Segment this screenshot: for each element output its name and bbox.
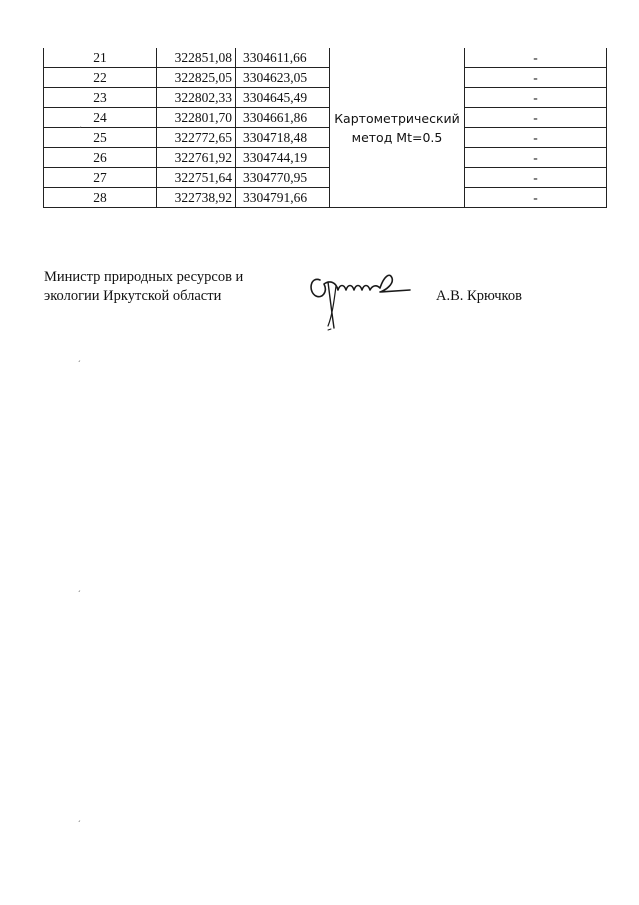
scan-speck: ´ (77, 820, 81, 829)
table-row (44, 48, 607, 68)
point-number: 25 (44, 128, 157, 148)
coordinate-y: 3304744,19 (236, 148, 330, 168)
coordinate-y: 3304623,05 (236, 68, 330, 88)
point-number: 24 (44, 108, 157, 128)
coordinate-y: 3304791,66 (236, 188, 330, 208)
coordinate-x: 322851,08 (157, 48, 236, 68)
point-number: 23 (44, 88, 157, 108)
table-row (44, 68, 607, 88)
scan-speck: ´ (77, 590, 81, 599)
method-cell (330, 48, 465, 208)
signatory-title-line2: экологии Иркутской области (44, 288, 222, 304)
coordinate-x: 322825,05 (157, 68, 236, 88)
note-cell: - (465, 148, 607, 168)
coordinate-y: 3304661,86 (236, 108, 330, 128)
coordinate-x: 322801,70 (157, 108, 236, 128)
note-cell: - (465, 108, 607, 128)
point-number: 22 (44, 68, 157, 88)
coordinate-x: 322738,92 (157, 188, 236, 208)
note-cell: - (465, 48, 607, 68)
method-text-line2: метод Mt=0.5 (351, 129, 443, 145)
signer-name: А.В. Крючков (436, 288, 522, 304)
table-row (44, 108, 607, 128)
coordinate-y: 3304770,95 (236, 168, 330, 188)
note-cell: - (465, 88, 607, 108)
coordinate-x: 322772,65 (157, 128, 236, 148)
point-number: 26 (44, 148, 157, 168)
signatory-title-line1: Министр природных ресурсов и (44, 269, 244, 285)
table-row (44, 128, 607, 148)
note-cell: - (465, 68, 607, 88)
coordinate-x: 322761,92 (157, 148, 236, 168)
coordinate-y: 3304718,48 (236, 128, 330, 148)
coordinate-y: 3304611,66 (236, 48, 330, 68)
signatory-title (44, 268, 243, 306)
coordinate-x: 322802,33 (157, 88, 236, 108)
note-cell: - (465, 188, 607, 208)
method-text-line1: Картометрический (334, 110, 460, 126)
note-cell: - (465, 128, 607, 148)
coordinate-y: 3304645,49 (236, 88, 330, 108)
scan-speck: ´ (78, 126, 82, 135)
note-cell: - (465, 168, 607, 188)
point-number: 28 (44, 188, 157, 208)
table-row (44, 88, 607, 108)
table-row (44, 148, 607, 168)
coordinate-x: 322751,64 (157, 168, 236, 188)
scan-speck: ´ (77, 360, 81, 369)
table-row (44, 188, 607, 208)
point-number: 27 (44, 168, 157, 188)
table-row (44, 168, 607, 188)
point-number: 21 (44, 48, 157, 68)
coordinates-table (43, 48, 607, 208)
handwritten-signature (306, 262, 418, 334)
